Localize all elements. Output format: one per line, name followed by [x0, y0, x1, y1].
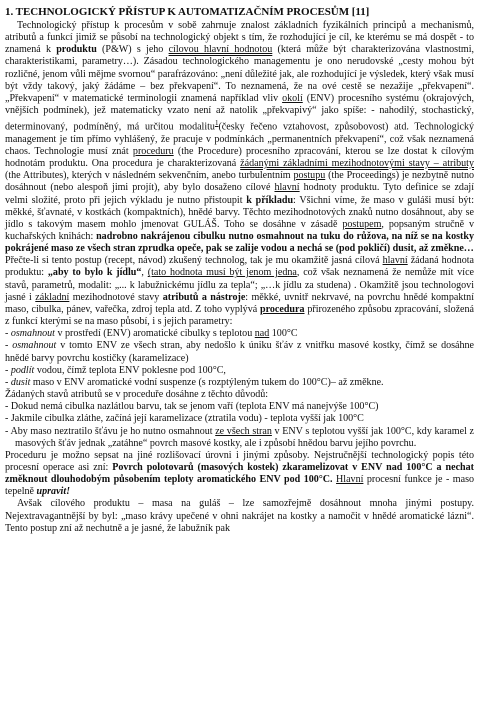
- procedure-step: [5, 365, 474, 377]
- text-run: atributů a nástroje: [162, 291, 246, 303]
- reasons-list: [5, 401, 474, 450]
- text-run: k příkladu: [246, 194, 294, 206]
- text-run: osmahnout: [12, 340, 57, 352]
- reason-item: [5, 401, 474, 413]
- text-run: -: [5, 376, 11, 388]
- text-run: ,: [141, 267, 148, 279]
- text-run: - Aby maso neztratilo šťávu je ho nutno osmahnout: [5, 425, 216, 437]
- text-run: „aby to bylo k jídlu“: [47, 267, 142, 279]
- text-run: , což však neznamená že nemůže mít více stavů, parametrů, modalit: „... k labužnickému jídlu za tepla“; „…k jídlu za studena) . Okamžitě jsou technologovi jasné i: [5, 267, 474, 303]
- text-run: mezihodnotové stavy: [69, 291, 163, 303]
- paragraph-intro: [5, 20, 474, 255]
- text-run: (the Attributes), kterých v následném sekvenčním, anebo turbulentním: [5, 170, 294, 182]
- text-run: postupem: [342, 218, 382, 230]
- text-run: - Dokud nemá cibulka nazlátlou barvu, tak se jenom vaří (teplota ENV má nanejvýše 100°C): [5, 401, 379, 413]
- text-run: produktu: [56, 44, 97, 56]
- paragraph-procedure-summary: [5, 450, 474, 499]
- procedure-step: [5, 377, 474, 389]
- text-run: ze všech stran: [215, 425, 272, 437]
- paragraph-reasons-intro: Žádaných stavů atributů se v proceduře dosáhne z těchto důvodů:: [5, 389, 269, 401]
- text-run: 100°C: [269, 328, 298, 340]
- paragraph-alternative-methods: [5, 498, 474, 534]
- text-run: (tato hodnota musí být jenom jedna: [147, 267, 297, 279]
- text-run: přirozeného způsobu zpracování, složená z funkcí kterými se na maso působí, i s jejich parametry:: [5, 303, 474, 328]
- text-run: Avšak cílového produktu – masa na guláš – lze samozřejmě dosáhnout mnoha jinými postupy. Nejextravagantnější by byl: „maso krávy upečené v ohni nakrájet na kostky a namočit v hnědé aromatické lázni“. Tento postup zní až nechutně a je jasné, že labužník pak: [5, 498, 474, 534]
- text-run: nadrobno nakrájenou cibulku nutno osmahnout na tuku do růžova, na níž se na kostky pokrájené maso ze všech stran zprudka opeče, pak se zalije vodou a nechá se (pod pokličí) dusit, až změkne…: [5, 231, 474, 255]
- text-run: (the Procedure) procesního zpracování, kterou se lze dostat k cílovým hodnotám produktu. Ona procedura je charakterizovaná: [5, 145, 474, 170]
- text-run: proceduru: [132, 145, 174, 157]
- text-run: 1: [214, 119, 219, 128]
- text-run: okolí: [282, 92, 303, 104]
- text-run: procedura: [260, 303, 305, 315]
- text-run: Přečte-li si tento postup (recept, návod) zkušený technolog, tak je mu okamžitě jasná cílová: [5, 255, 383, 267]
- section-heading: 1. TECHNOLOGICKÝ PŘÍSTUP K AUTOMATIZAČNÍM PROCESŮM [11]: [5, 6, 370, 18]
- text-run: podlít: [10, 364, 35, 376]
- text-run: hodnoty produktu. Tyto definice se zdají velmi složité, proto při jejich výkladu je nutno přistoupit: [5, 182, 474, 206]
- text-run: , popsaným stručně v kuchařských knihách:: [5, 218, 474, 242]
- text-run: dusit: [10, 376, 31, 388]
- text-run: v prostředí (ENV) aromatické cibulky s teplotou: [54, 328, 255, 340]
- procedure-step: [5, 328, 474, 340]
- text-run: základní: [35, 291, 70, 303]
- text-run: - Jakmile cibulka zláthe, začíná její karamelizace (ztratila vodu) - teplota vyšší jak 100°C: [5, 413, 364, 425]
- text-run: Povrch polotovarů (masových kostek) zkaramelizovat v ENV nad 100°C a nechat změknout dlouhodobým působením teploty aromatického ENV pod 100°C.: [5, 461, 474, 486]
- text-run: cílovou hlavní hodnotou: [168, 44, 273, 56]
- text-run: -: [5, 364, 11, 376]
- reason-item: [5, 426, 474, 450]
- text-run: postupu: [293, 170, 326, 182]
- text-run: (která může být charakterizována vlastnostmi, charakteristikami, parametry…). Zásadou technologického managementu je ono nerudovské „cesty mohou být rozličné, jenom vůli mějme svornou“ parafrázováno: „není důležité jak, ale rozhodující je výsledek, který však musí být vždy takový, jaký žádáme – bez překvapení“. To neznamená, že na ové cestě se nezažije „překvapení“. „Překvapení“ v matematické terminologii znamená například vliv: [5, 44, 474, 104]
- procedure-step: [5, 340, 474, 364]
- text-run: (ENV) procesního systému (okrajových, vnějších podmínek), jež matematicky vzato není až natolik „překvapivý“ jako spíše: - nahodilý, stochastický, determinovaný, podmíněný, má určitou modalitu: [5, 92, 474, 133]
- text-run: (česky řečeno vztahovost, způsobovost) atd. Technologický management je tím přímo vyhlášený, že pracuje v podmínkách „permanentních překvapení“, což však neznamená chaos. Technologie musí znát: [5, 121, 474, 157]
- text-run: upravit!: [36, 486, 71, 498]
- procedure-steps-list: [5, 328, 474, 389]
- text-run: : Všichni víme, že maso v guláši musí být: měkké, šťavnaté, v kostkách (kompaktních), hnědé barvy. Těchto mezihodnotových znaků nutno dosáhnout, aby se jídlo s takovým masem mohlo jmenovat GULÁŠ. Toho se dosáhne v zásadě: [5, 194, 474, 230]
- text-run: Hlavní: [336, 474, 364, 486]
- text-run: procesní funkce je - maso tepelně: [5, 474, 475, 498]
- text-run: Proceduru je možno sepsat na jiné rozlišovací úrovni i jinými způsoby. Nejstručnější technologický popis této procesní operace asi zní:: [5, 449, 474, 473]
- text-run: (the Proceedings) je nezbytně nutno dosáhnout (nebo alespoň jimi projít), aby bylo dosaženo cílové: [5, 170, 474, 194]
- text-run: hlavní: [382, 255, 408, 267]
- text-run: -: [5, 328, 11, 340]
- text-run: -: [5, 340, 13, 352]
- text-run: žádaná hodnota produktu:: [5, 255, 474, 279]
- reason-item: [5, 413, 474, 425]
- text-run: (P&W) s jeho: [96, 44, 169, 56]
- text-run: žádanými základními mezihodnotovými stavy – atributy: [240, 158, 474, 170]
- text-run: osmahnout: [10, 328, 55, 340]
- text-run: Technologický přístup k procesům v sobě zahrnuje znalost základních fyzikálních principů a mechanismů, atributů a funkcí jimiž se působí na technologický objekt s tím, že rozhodující je cíl, ke kterému se má dospět - to znamená k: [5, 20, 474, 56]
- text-run: : měkké, uvnitř nekrvavé, na povrchu hnědé kompaktní maso, cibulka, pánev, vařečka, zdroj tepla atd. Z toho vyplývá: [5, 291, 474, 315]
- text-run: v tomto ENV ze všech stran, aby nedošlo k úniku šťáv z vnitřku masové kostky, čímž se dosáhne hnědé barvy povrchu kostičky (karamelizace): [5, 340, 474, 364]
- text-run: v ENV s teplotou vyšší jak 100°C, kdy karamel z masových šťáv jednak „zatáhne“ povrch masové kostky, ale i způsobí hnědou barvu jejího povrchu.: [15, 425, 474, 449]
- text-run: maso v ENV aromatické vodní suspenze (s rozptýleným tukem do 100°C)– až změkne.: [30, 376, 384, 388]
- text-run: nad: [254, 328, 270, 340]
- text-run: hlavní: [274, 182, 300, 194]
- text-run: vodou, čímž teplota ENV poklesne pod 100°C,: [34, 364, 226, 376]
- paragraph-recipe-analysis: [5, 255, 474, 328]
